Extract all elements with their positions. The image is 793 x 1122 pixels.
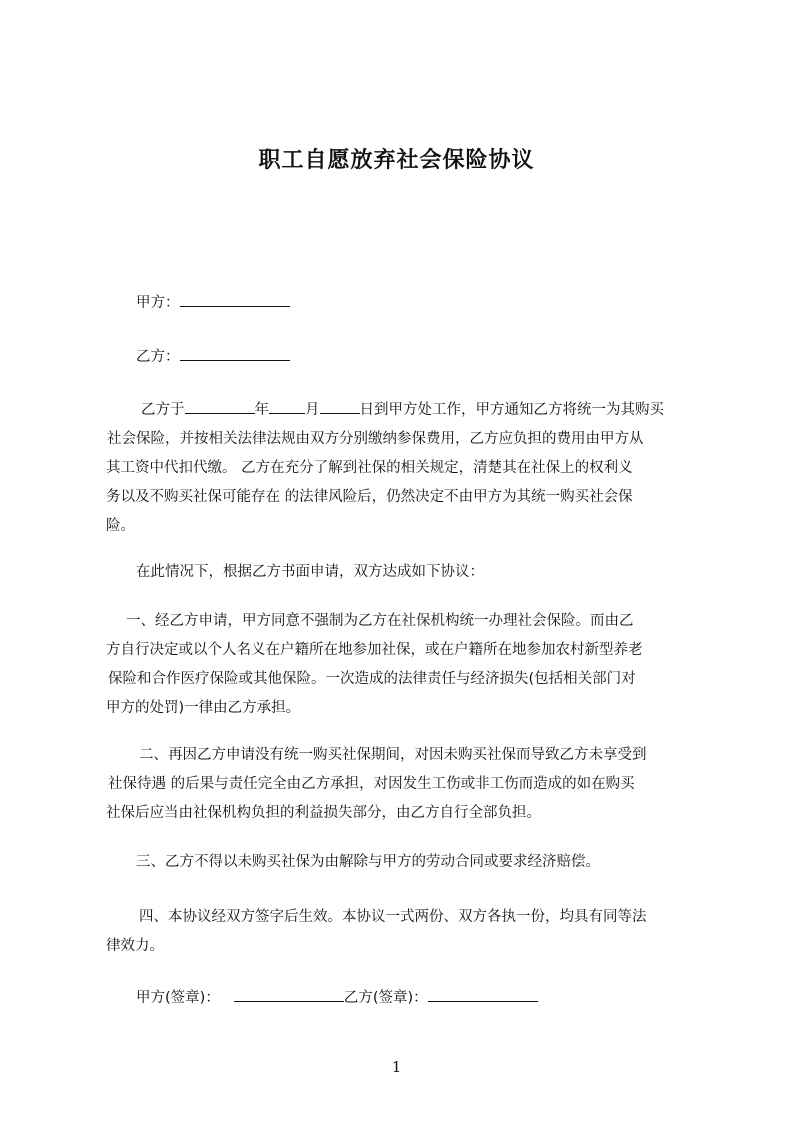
clause-line: 二、再因乙方申请没有统一购买社保期间，对因未购买社保而导致乙方未享受到 <box>139 747 647 763</box>
clause-line: 一、经乙方申请，甲方同意不强制为乙方在社保机构统一办理社会保险。而由乙 <box>126 613 634 629</box>
clause-line: 社保后应当由社保机构负担的利益损失部分，由乙方自行全部负担。 <box>106 805 541 821</box>
day-blank <box>320 399 360 414</box>
party-a-blank <box>180 292 290 307</box>
party-b-label: 乙方： <box>136 349 180 365</box>
party-a-line <box>136 291 290 312</box>
party-b-signature-label: 乙方(签章)： <box>343 990 428 1006</box>
year-blank <box>185 399 255 414</box>
party-b-line <box>136 345 290 366</box>
paragraph-line: 务以及不购买社保可能存在 的法律风险后，仍然决定不由甲方为其统一购买社会保 <box>106 489 633 505</box>
clause-3: 三、乙方不得以未购买社保为由解除与甲方的劳动合同或要求经济赔偿。 <box>136 854 600 870</box>
party-b-signature-blank <box>428 987 538 1002</box>
clause-line: 保险和合作医疗保险或其他保险。一次造成的法律责任与经济损失(包括相关部门对 <box>108 671 636 687</box>
party-a-label: 甲方： <box>136 295 180 311</box>
document-title: 职工自愿放弃社会保险协议 <box>258 148 535 173</box>
month-blank <box>269 399 305 414</box>
signature-line <box>136 986 538 1007</box>
paragraph-line: 社会保险，并按相关法律法规由双方分别缴纳参保费用，乙方应负担的费用由甲方从 <box>107 431 644 447</box>
clause-line: 四、本协议经双方签字后生效。本协议一式两份、双方各执一份，均具有同等法 <box>139 909 647 925</box>
party-a-signature-label: 甲方(签章)： <box>136 990 220 1006</box>
party-a-signature-blank <box>234 987 344 1002</box>
paragraph-line: 乙方于 年 月 日到甲方处工作，甲方通知乙方将统一为其购买 <box>141 398 664 419</box>
clause-line: 社保待遇 的后果与责任完全由乙方承担，对因发生工伤或非工伤而造成的如在购买 <box>108 776 635 792</box>
paragraph-line: 险。 <box>106 518 135 534</box>
paragraph-line: 其工资中代扣代缴。 乙方在充分了解到社保的相关规定，清楚其在社保上的权利义 <box>106 460 633 476</box>
intro-line: 在此情况下，根据乙方书面申请，双方达成如下协议： <box>136 564 484 580</box>
clause-line: 律效力。 <box>106 938 164 954</box>
clause-line: 甲方的处罚)一律由乙方承担。 <box>106 700 301 716</box>
party-b-blank <box>180 346 290 361</box>
clause-line: 方自行决定或以个人名义在户籍所在地参加社保，或在户籍所在地参加农村新型养老 <box>106 642 643 658</box>
page-number: 1 <box>391 1058 402 1076</box>
